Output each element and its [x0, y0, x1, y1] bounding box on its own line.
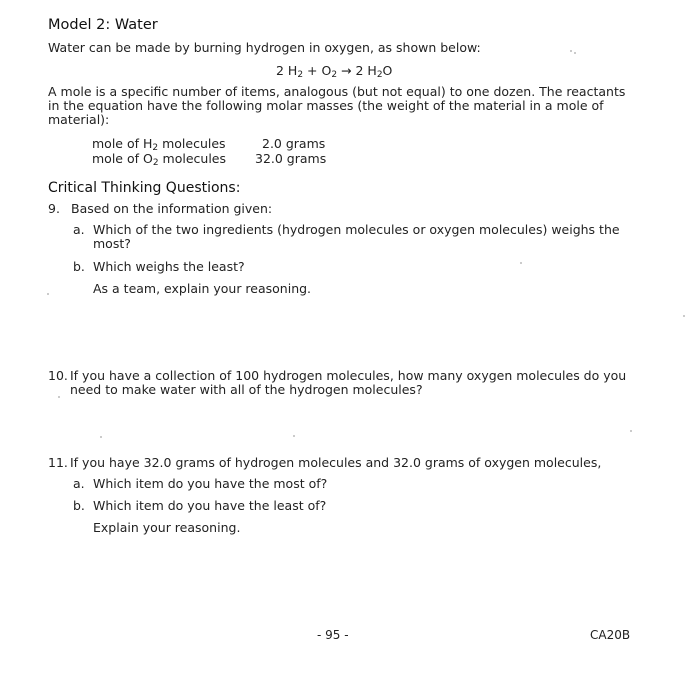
model-paragraph-line-2: in the equation have the following molar masses (the weight of the material in a mole of [48, 98, 604, 113]
q9a-text-line-2: most? [93, 236, 131, 251]
scan-speck [570, 50, 572, 52]
page-number: - 95 - [317, 628, 349, 642]
q9a-letter: a. [73, 222, 85, 237]
q11a-text: Which item do you have the most of? [93, 476, 328, 491]
q9b-letter: b. [73, 259, 85, 274]
mass-label-hydrogen: mole of $H_2$ molecules [92, 136, 226, 153]
chemical-equation: 2 $H_2 + O_2 \to 2$ $H_2O$ [276, 63, 393, 80]
q11-explain-prompt: Explain your reasoning. [93, 520, 241, 535]
scan-speck [47, 293, 49, 295]
model-paragraph-line-3: material): [48, 112, 110, 127]
q11-number: 11. [48, 455, 68, 470]
scan-speck [630, 430, 632, 432]
document-code: CA20B [590, 628, 631, 642]
q10-text-line-2: need to make water with all of the hydrogen molecules? [70, 382, 423, 397]
scan-speck [293, 435, 295, 437]
ctq-heading: Critical Thinking Questions: [48, 180, 241, 196]
scan-speck [683, 315, 685, 317]
q11b-text: Which item do you have the least of? [93, 498, 327, 513]
scan-speck [520, 262, 522, 264]
q9-number: 9. [48, 201, 60, 216]
q9-team-prompt: As a team, explain your reasoning. [93, 281, 312, 296]
q10-number: 10. [48, 368, 68, 383]
scan-speck [58, 396, 60, 398]
model-title: Model 2: Water [48, 17, 158, 33]
q9-text: Based on the information given: [71, 201, 273, 216]
mass-label-oxygen: mole of $O_2$ molecules [92, 151, 226, 168]
scan-speck [574, 52, 576, 54]
model-paragraph-line-1: A mole is a specific number of items, analogous (but not equal) to one dozen. The reactants [48, 84, 626, 99]
q9a-text-line-1: Which of the two ingredients (hydrogen molecules or oxygen molecules) weighs the [93, 222, 620, 237]
mass-value-hydrogen: 2.0 grams [262, 136, 326, 151]
q9b-text: Which weighs the least? [93, 259, 245, 274]
q11a-letter: a. [73, 476, 85, 491]
model-intro: Water can be made by burning hydrogen in oxygen, as shown below: [48, 40, 481, 55]
q10-text-line-1: If you have a collection of 100 hydrogen molecules, how many oxygen molecules do you [70, 368, 627, 383]
scan-speck [100, 436, 102, 438]
mass-value-oxygen: 32.0 grams [255, 151, 327, 166]
q11b-letter: b. [73, 498, 85, 513]
q11-text: If you haye 32.0 grams of hydrogen molecules and 32.0 grams of oxygen molecules, [70, 455, 602, 470]
